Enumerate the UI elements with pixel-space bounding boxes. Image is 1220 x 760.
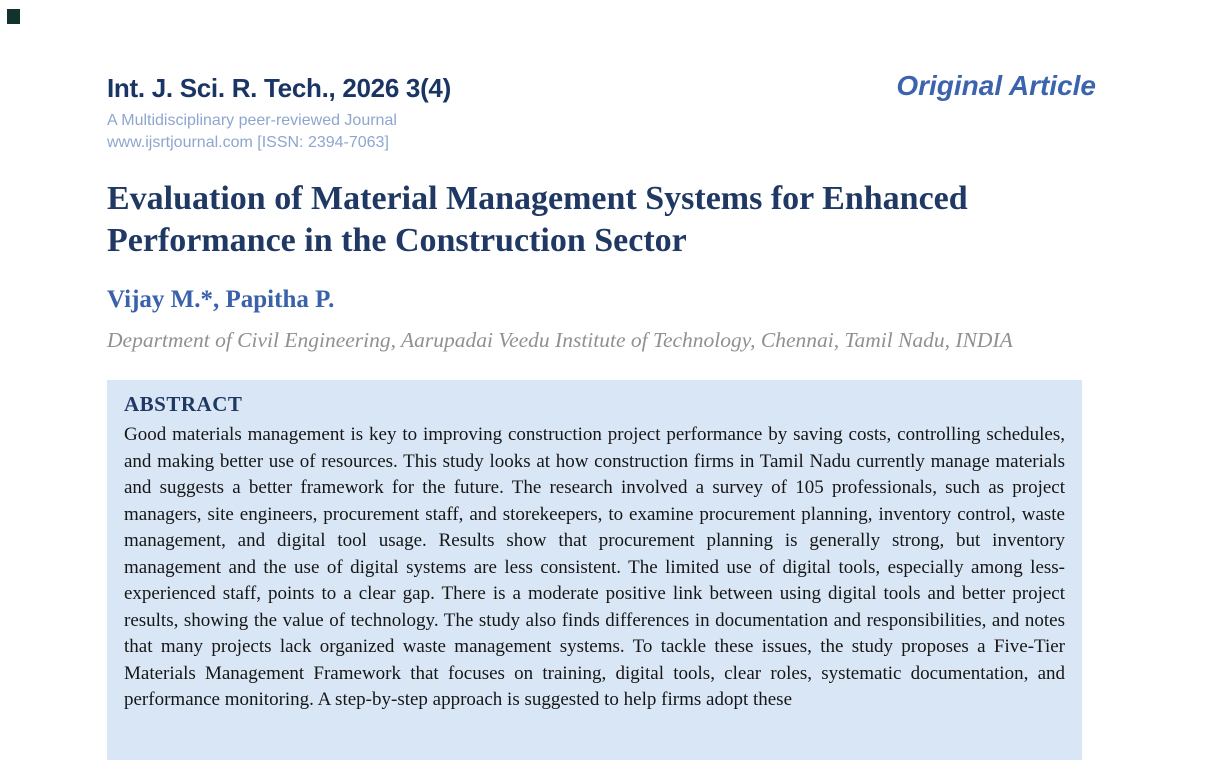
abstract-heading: ABSTRACT <box>124 392 243 416</box>
paper-title: Evaluation of Material Management Systems for Enhanced Performance in the Construction Sector <box>107 180 968 259</box>
journal-header <box>107 74 451 154</box>
paper-affiliation: Department of Civil Engineering, Aarupadai Veedu Institute of Technology, Chennai, Tamil Nadu, INDIA <box>107 328 1013 352</box>
journal-title: Int. J. Sci. R. Tech., 2026 3(4) <box>107 73 451 103</box>
abstract-body: Good materials management is key to improving construction project performance by saving costs, controlling schedules, and making better use of resources. This study looks at how construction firms in Tamil Nadu currently manage materials and suggests a better framework for the future. The research involved a survey of 105 professionals, such as project managers, site engineers, procurement staff, and storekeepers, to examine procurement planning, inventory control, waste management, and digital tool usage. Results show that procurement planning is generally strong, but inventory management and the use of digital systems are less consistent. The limited use of digital tools, especially among less-experienced staff, points to a clear gap. There is a moderate positive link between using digital tools and better project results, showing the value of technology. The study also finds differences in documentation and responsibilities, and notes that many projects lack organized waste management systems. To tackle these issues, the study proposes a Five-Tier Materials Management Framework that focuses on training, digital tools, clear roles, systematic documentation, and performance monitoring. A step-by-step approach is suggested to help firms adopt these <box>124 424 1065 710</box>
paper-authors: Vijay M.*, Papitha P. <box>107 286 335 313</box>
article-type-label: Original Article <box>896 70 1096 101</box>
abstract-section <box>107 380 1082 760</box>
journal-url-issn: www.ijsrtjournal.com [ISSN: 2394-7063] <box>107 133 389 151</box>
journal-subtitle: A Multidisciplinary peer-reviewed Journal <box>107 111 397 129</box>
page-corner-marker <box>7 9 20 24</box>
